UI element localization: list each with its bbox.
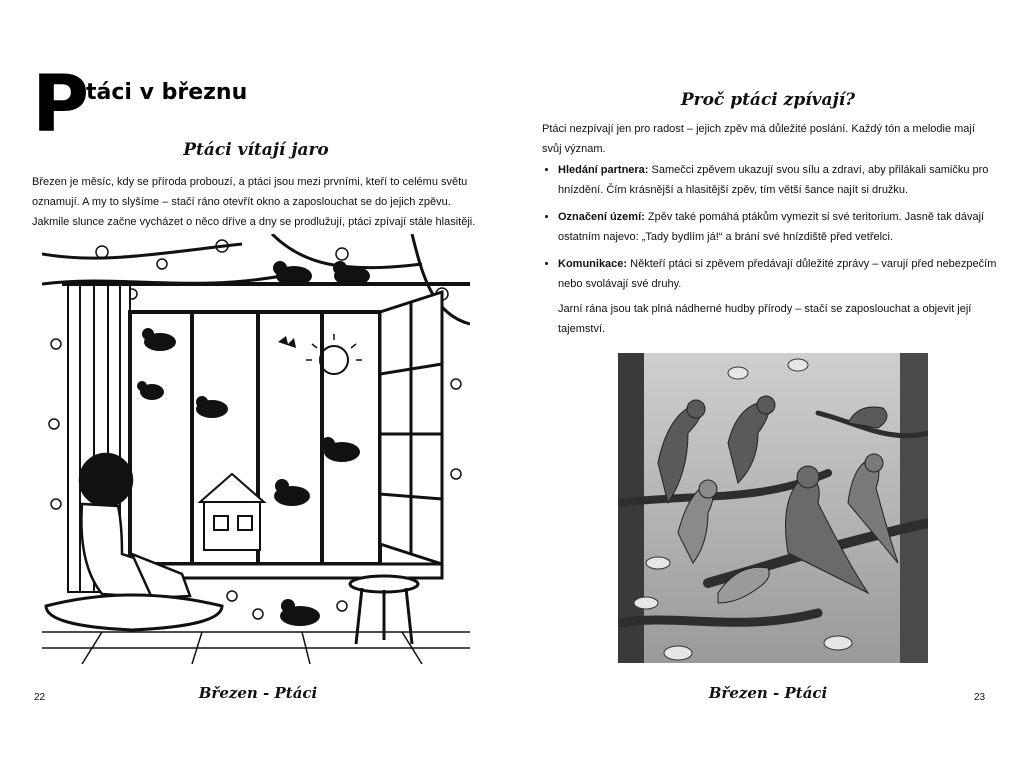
list-item-text: Zpěv také pomáhá ptákům vymezit si své teritorium. Jasně tak dávají ostatním najevo: „Tady bydlím já!“ a brání své hnízdiště před vetřelci.	[558, 211, 985, 243]
footer-title: Březen - Ptáci	[708, 684, 828, 702]
list-item-term: Označení území:	[558, 211, 645, 223]
window-birds-illustration	[42, 234, 470, 664]
right-page	[512, 0, 1024, 768]
reasons-list	[536, 160, 1018, 301]
list-item-term: Komunikace:	[558, 258, 628, 270]
closing-paragraph: Jarní rána jsou tak plná nádherné hudby přírody – stačí se zaposlouchat a objevit její tajemství.	[558, 303, 972, 335]
page-number: 22	[34, 692, 46, 703]
drop-cap-letter: P	[32, 60, 90, 150]
section-heading: Ptáci vítají jaro	[183, 140, 329, 160]
singing-birds-illustration	[618, 353, 928, 663]
footer-title: Březen - Ptáci	[198, 684, 318, 702]
list-item-text: Někteří ptáci si zpěvem předávají důležité zprávy – varují před nebezpečím nebo svolávají své druhy.	[558, 258, 997, 290]
list-item-text: Samečci zpěvem ukazují svou sílu a zdraví, aby přilákali samičku pro hnízdění. Čím krásnější a hlasitější zpěv, tím větší šance najít si družku.	[558, 164, 989, 196]
list-item	[558, 160, 1018, 200]
list-item-term: Hledání partnera:	[558, 164, 649, 176]
intro-paragraph: Ptáci nezpívají jen pro radost – jejich zpěv má důležité poslání. Každý tón a melodie mají svůj význam.	[542, 123, 975, 155]
list-item	[558, 254, 1018, 294]
page-number: 23	[974, 692, 986, 703]
list-item	[558, 207, 1018, 247]
intro-paragraph: Březen je měsíc, kdy se příroda probouzí, a ptáci jsou mezi prvními, kteří to celému světu oznamují. A my to slyšíme – stačí ráno otevřít okno a zaposlouchat se do jejich zpěvu. Jakmile slunce začne vycházet o něco dříve a dny se prodlužují, ptáci zpívají stále hlasitěji.	[32, 176, 476, 228]
section-heading: Proč ptáci zpívají?	[680, 90, 856, 110]
page-title: táci v březnu	[86, 80, 248, 105]
